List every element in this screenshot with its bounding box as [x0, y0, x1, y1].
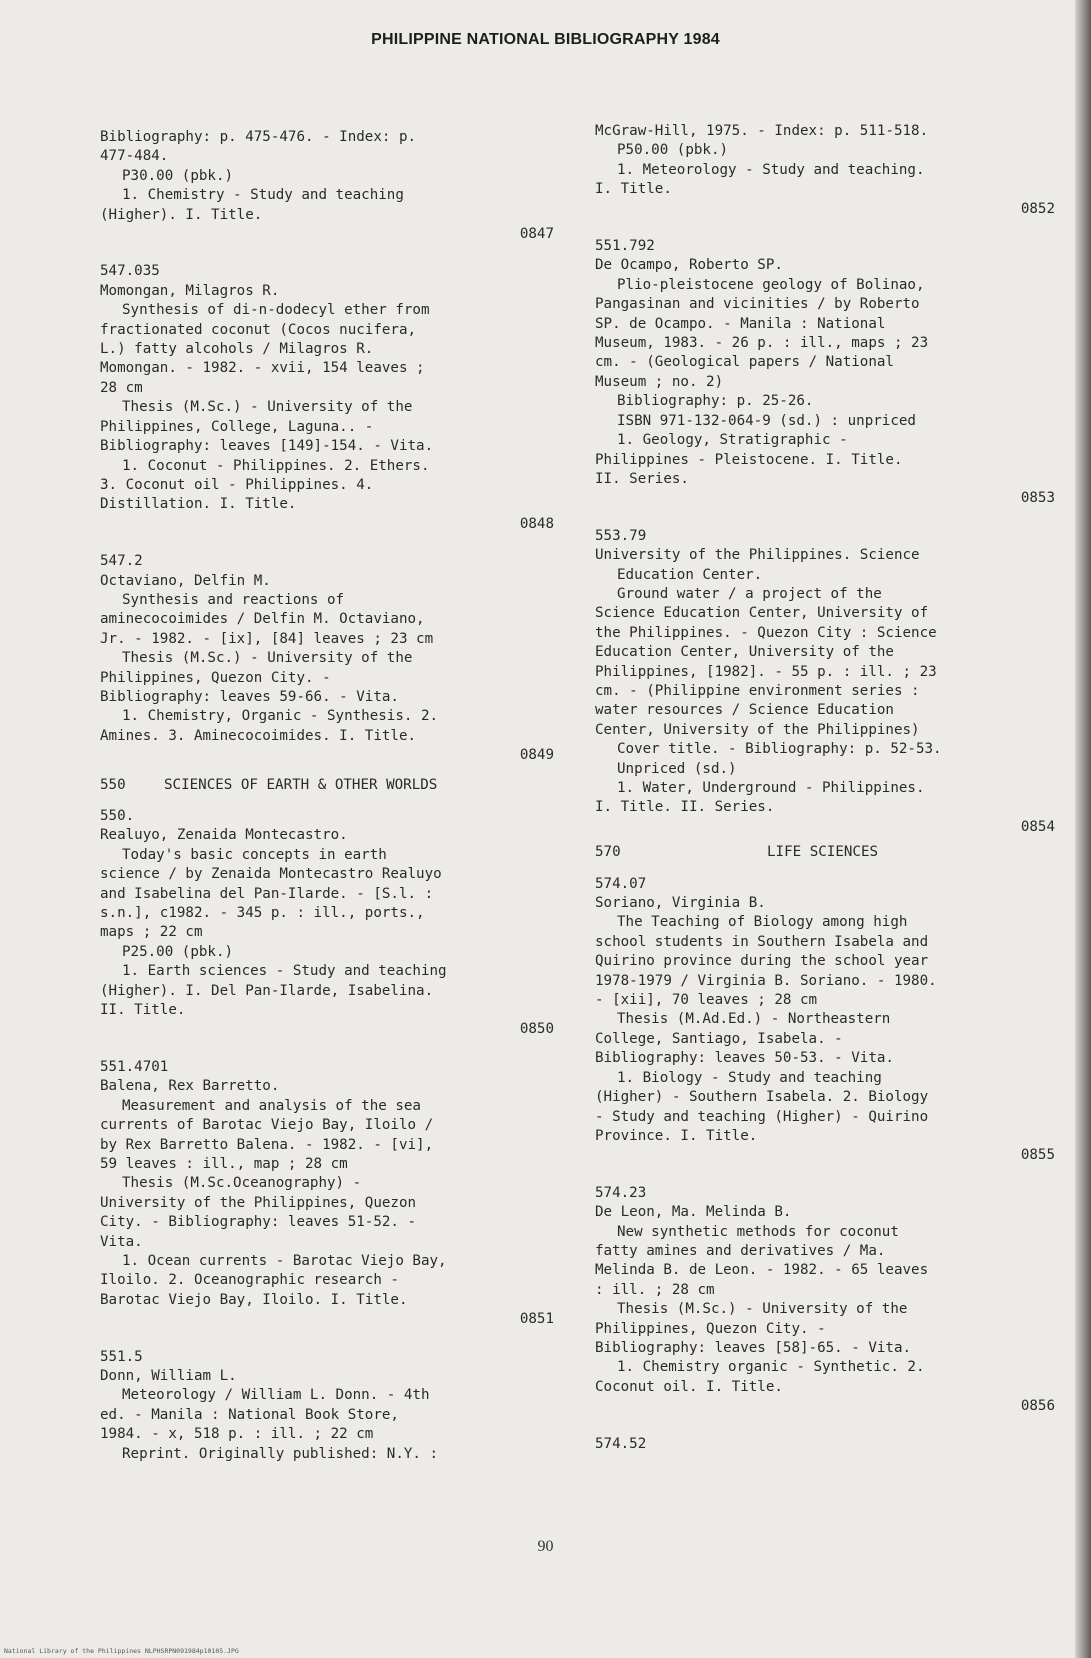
entry-line: Octaviano, Delfin M.: [100, 572, 271, 589]
entry-line: Unpriced (sd.): [617, 760, 737, 777]
entry-spacer: [100, 534, 554, 552]
entry-line: 551.4701: [100, 1058, 169, 1075]
entry-line: maps ; 22 cm: [100, 924, 203, 941]
entry-line: Meteorology / William L. Donn. - 4th: [122, 1387, 430, 1404]
entry-number: 0851: [519, 1311, 554, 1328]
entry-line: Synthesis of di-n-dodecyl ether from: [122, 302, 430, 319]
entry-line: Vita.: [100, 1233, 143, 1250]
entry-line: II. Series.: [595, 470, 689, 487]
entry-line: s.n.], c1982. - 345 p. : ill., ports.,: [100, 905, 425, 922]
entry-line: Donn, William L.: [100, 1367, 237, 1384]
entry-line: Bibliography: p. 475-476. - Index: p.: [100, 129, 417, 145]
entry-line: Philippines, Quezon City. -: [595, 1320, 826, 1337]
entry-line: 477-484.: [100, 148, 169, 165]
entry-spacer: [100, 1040, 554, 1058]
entry-line: 59 leaves : ill., map ; 28 cm: [100, 1155, 348, 1172]
entry-line: Measurement and analysis of the sea: [122, 1097, 421, 1114]
entry-line: Province. I. Title.: [595, 1127, 758, 1144]
entry-line: 1. Coconut - Philippines. 2. Ethers.: [122, 457, 430, 474]
entry-line: I. Title. II. Series.: [595, 799, 775, 816]
entry-number: 0854: [1020, 818, 1055, 835]
entry-line: cm. - (Geological papers / National: [595, 354, 894, 371]
page-number: 90: [537, 1538, 554, 1555]
entry-line: fatty amines and derivatives / Ma.: [595, 1242, 886, 1259]
entry-line: 574.52: [595, 1435, 647, 1452]
entry-spacer: [595, 1166, 1055, 1184]
entry-line: University of the Philippines. Science: [595, 547, 920, 564]
section-title: LIFE SCIENCES: [767, 844, 879, 861]
entry-line: Iloilo. 2. Oceanographic research -: [100, 1272, 399, 1289]
bleed-through-shadow: [382, 58, 722, 72]
entry-line: fractionated coconut (Cocos nucifera,: [100, 321, 417, 338]
entry-number: 0853: [1020, 490, 1055, 507]
entry-line: Bibliography: leaves [58]-65. - Vita.: [595, 1339, 912, 1356]
entry-line: SP. de Ocampo. - Manila : National: [595, 315, 886, 332]
entry-line: Bibliography: leaves [149]-154. - Vita.: [100, 438, 434, 455]
entry-line: 551.5: [100, 1348, 143, 1365]
entry-line: Education Center.: [617, 566, 763, 583]
entry-line: 3. Coconut oil - Philippines. 4.: [100, 476, 374, 493]
entry-line: The Teaching of Biology among high: [617, 914, 908, 931]
entry-line: Distillation. I. Title.: [100, 496, 297, 513]
entry-line: Cover title. - Bibliography: p. 52-53.: [617, 741, 942, 758]
entry-line: school students in Southern Isabela and: [595, 933, 929, 950]
entry-line: - Study and teaching (Higher) - Quirino: [595, 1108, 929, 1125]
entry-line: 1984. - x, 518 p. : ill. ; 22 cm: [100, 1426, 374, 1443]
entry-line: 574.07: [595, 875, 647, 892]
entry-line: Ground water / a project of the: [617, 585, 882, 602]
entry-number: 0847: [519, 226, 554, 243]
page-header: PHILIPPINE NATIONAL BIBLIOGRAPHY 1984: [371, 31, 720, 48]
entry-line: L.) fatty alcohols / Milagros R.: [100, 341, 374, 358]
entry-line: New synthetic methods for coconut: [617, 1223, 899, 1240]
entry-line: 551.792: [595, 238, 655, 255]
entry-line: 574.23: [595, 1184, 647, 1201]
entry-line: Museum ; no. 2): [595, 373, 724, 390]
entry-line: water resources / Science Education: [595, 702, 894, 719]
section-heading: [595, 843, 1055, 862]
entry-line: Today's basic concepts in earth: [122, 846, 387, 863]
page-edge-shadow: [1075, 0, 1091, 1658]
entry-line: De Ocampo, Roberto SP.: [595, 257, 783, 274]
entry-spacer: [100, 244, 554, 262]
entry-line: 553.79: [595, 527, 647, 544]
entry-line: the Philippines. - Quezon City : Science: [595, 624, 937, 641]
section-code: 550: [100, 776, 126, 793]
section-heading: [100, 776, 554, 795]
entry-line: Realuyo, Zenaida Montecastro.: [100, 827, 348, 844]
entry-line: 1. Water, Underground - Philippines.: [617, 780, 925, 796]
entry-line: Synthesis and reactions of: [122, 591, 345, 608]
entry-number: 0856: [1020, 1398, 1055, 1415]
entry-line: P50.00 (pbk.): [617, 142, 729, 159]
entry-line: 1978-1979 / Virginia B. Soriano. - 1980.: [595, 972, 937, 989]
entry-line: Reprint. Originally published: N.Y. :: [122, 1445, 439, 1462]
entry-number: 0850: [519, 1021, 554, 1038]
entry-line: Bibliography: leaves 50-53. - Vita.: [595, 1050, 894, 1067]
entry-line: ISBN 971-132-064-9 (sd.) : unpriced: [617, 412, 916, 429]
entry-line: cm. - (Philippine environment series :: [595, 682, 920, 699]
entry-line: - [xii], 70 leaves ; 28 cm: [595, 992, 818, 1009]
entry-line: 550.: [100, 808, 135, 824]
entry-line: McGraw-Hill, 1975. - Index: p. 511-518.: [595, 123, 929, 139]
section-code: 570: [595, 844, 621, 861]
entry-line: 1. Biology - Study and teaching: [617, 1069, 882, 1086]
entry-line: Momongan. - 1982. - xvii, 154 leaves ;: [100, 360, 425, 377]
scan-footer: National Library of the Philippines NLPHSRPN091984p10105.JPG: [4, 1647, 239, 1655]
entry-line: II. Title.: [100, 1002, 186, 1019]
entry-line: 1. Chemistry, Organic - Synthesis. 2.: [122, 708, 439, 725]
entry-number: 0849: [519, 747, 554, 764]
entry-line: Center, University of the Philippines): [595, 721, 920, 738]
entry-line: Thesis (M.Ad.Ed.) - Northeastern: [617, 1011, 891, 1028]
entry-number: 0855: [1020, 1147, 1055, 1164]
entry-line: De Leon, Ma. Melinda B.: [595, 1204, 792, 1221]
entry-line: currents of Barotac Viejo Bay, Iloilo /: [100, 1117, 434, 1134]
entry-line: aminecocoimides / Delfin M. Octaviano,: [100, 611, 425, 628]
entry-line: Coconut oil. I. Title.: [595, 1378, 783, 1395]
entry-line: Bibliography: leaves 59-66. - Vita.: [100, 688, 399, 705]
entry-line: Thesis (M.Sc.) - University of the: [122, 399, 413, 416]
left-column: [100, 128, 554, 1464]
entry-line: City. - Bibliography: leaves 51-52. -: [100, 1214, 417, 1231]
entry-line: 1. Geology, Stratigraphic -: [617, 432, 848, 449]
entry-line: P30.00 (pbk.): [122, 167, 234, 184]
entry-line: 1. Meteorology - Study and teaching.: [617, 161, 925, 178]
entry-line: Thesis (M.Sc.Oceanography) -: [122, 1175, 362, 1192]
entry-line: science / by Zenaida Montecastro Realuyo: [100, 866, 442, 883]
entry-line: Education Center, University of the: [595, 644, 894, 661]
entry-spacer: [595, 219, 1055, 237]
entry-line: 547.2: [100, 553, 143, 570]
entry-line: 28 cm: [100, 379, 143, 396]
section-title: SCIENCES OF EARTH & OTHER WORLDS: [164, 776, 438, 793]
entry-line: 1. Ocean currents - Barotac Viejo Bay,: [122, 1252, 447, 1269]
entry-line: Jr. - 1982. - [ix], [84] leaves ; 23 cm: [100, 630, 434, 647]
entry-line: ed. - Manila : National Book Store,: [100, 1406, 399, 1423]
entry-line: Soriano, Virginia B.: [595, 895, 766, 912]
entry-line: Philippines, [1982]. - 55 p. : ill. ; 23: [595, 663, 937, 680]
entry-line: Momongan, Milagros R.: [100, 282, 280, 299]
entry-line: (Higher). I. Title.: [100, 206, 263, 223]
entry-line: Pangasinan and vicinities / by Roberto: [595, 296, 920, 313]
entry-number: 0852: [1020, 200, 1055, 217]
entry-spacer: [100, 1330, 554, 1348]
entry-line: I. Title.: [595, 181, 672, 198]
entry-line: College, Santiago, Isabela. -: [595, 1030, 843, 1047]
entry-line: 547.035: [100, 263, 160, 280]
entry-line: Museum, 1983. - 26 p. : ill., maps ; 23: [595, 335, 929, 352]
entry-line: Balena, Rex Barretto.: [100, 1078, 280, 1095]
entry-line: Thesis (M.Sc.) - University of the: [617, 1301, 908, 1318]
entry-spacer: [595, 1417, 1055, 1435]
entry-number: 0848: [519, 515, 554, 532]
entry-line: (Higher) - Southern Isabela. 2. Biology: [595, 1089, 929, 1106]
entry-line: Plio-pleistocene geology of Bolinao,: [617, 276, 925, 293]
entry-line: Barotac Viejo Bay, Iloilo. I. Title.: [100, 1291, 408, 1308]
entry-line: 1. Chemistry - Study and teaching: [122, 187, 404, 204]
entry-line: P25.00 (pbk.): [122, 943, 234, 960]
entry-line: by Rex Barretto Balena. - 1982. - [vi],: [100, 1136, 434, 1153]
entry-line: 1. Chemistry organic - Synthetic. 2.: [617, 1359, 925, 1376]
entry-line: Philippines - Pleistocene. I. Title.: [595, 451, 903, 468]
entry-line: Amines. 3. Aminecocoimides. I. Title.: [100, 727, 417, 744]
entry-line: Thesis (M.Sc.) - University of the: [122, 650, 413, 667]
entry-line: : ill. ; 28 cm: [595, 1281, 715, 1298]
entry-line: 1. Earth sciences - Study and teaching: [122, 963, 447, 980]
entry-line: Melinda B. de Leon. - 1982. - 65 leaves: [595, 1262, 929, 1279]
right-column: [595, 122, 1055, 1454]
entry-line: University of the Philippines, Quezon: [100, 1194, 417, 1211]
entry-line: and Isabelina del Pan-Ilarde. - [S.l. :: [100, 885, 434, 902]
entry-line: Philippines, College, Laguna.. -: [100, 418, 374, 435]
entry-line: (Higher). I. Del Pan-Ilarde, Isabelina.: [100, 982, 434, 999]
entry-line: Bibliography: p. 25-26.: [617, 393, 814, 410]
entry-line: Philippines, Quezon City. -: [100, 669, 331, 686]
entry-spacer: [595, 509, 1055, 527]
entry-line: Science Education Center, University of: [595, 605, 929, 622]
entry-line: Quirino province during the school year: [595, 953, 929, 970]
